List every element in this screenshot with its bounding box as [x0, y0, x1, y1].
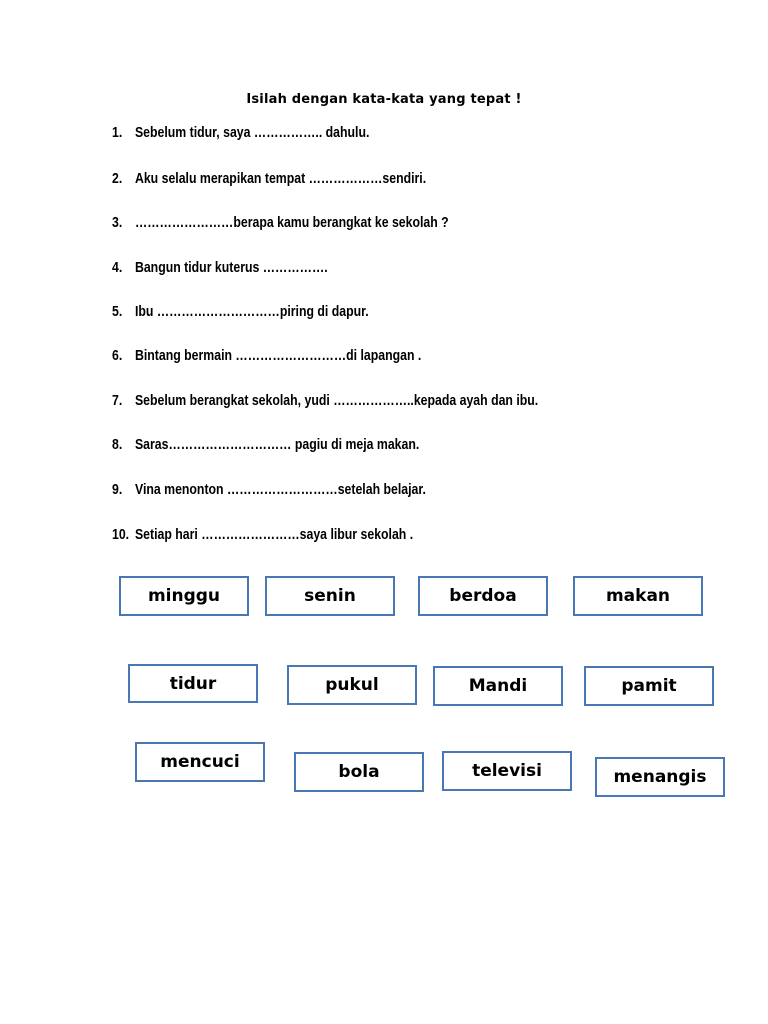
question-number: 10.	[112, 526, 130, 543]
question-2	[112, 170, 426, 190]
question-text: Aku selalu merapikan tempat ………………sendiri.	[134, 170, 427, 187]
question-7	[112, 392, 538, 412]
question-text: Bangun tidur kuterus …………….	[134, 259, 328, 276]
word-box-pukul: pukul	[287, 665, 417, 705]
question-text: Bintang bermain ………………………di lapangan .	[134, 347, 422, 364]
question-number: 8.	[112, 436, 123, 453]
question-1	[112, 124, 369, 144]
question-number: 5.	[112, 303, 123, 320]
question-text: Setiap hari ……………………saya libur sekolah .	[134, 526, 414, 543]
question-4	[112, 259, 328, 279]
question-5	[112, 303, 369, 323]
word-box-mencuci: mencuci	[135, 742, 265, 782]
question-text: ……………………berapa kamu berangkat ke sekolah ?	[134, 214, 449, 231]
question-text: Saras………………………… pagiu di meja makan.	[134, 436, 420, 453]
question-text: Ibu …………………………piring di dapur.	[134, 303, 369, 320]
question-number: 3.	[112, 214, 123, 231]
word-box-pamit: pamit	[584, 666, 714, 706]
question-number: 2.	[112, 170, 123, 187]
question-10	[112, 526, 413, 546]
word-box-makan: makan	[573, 576, 703, 616]
question-number: 6.	[112, 347, 123, 364]
question-text: Vina menonton ………………………setelah belajar.	[134, 481, 426, 498]
question-number: 9.	[112, 481, 123, 498]
word-box-tidur: tidur	[128, 664, 258, 703]
word-box-bola: bola	[294, 752, 424, 792]
question-number: 4.	[112, 259, 123, 276]
question-3	[112, 214, 449, 234]
question-8	[112, 436, 419, 456]
worksheet-title: Isilah dengan kata-kata yang tepat !	[246, 92, 522, 107]
word-box-minggu: minggu	[119, 576, 249, 616]
question-number: 1.	[112, 124, 123, 141]
question-text: Sebelum tidur, saya …………….. dahulu.	[134, 124, 370, 141]
word-box-senin: senin	[265, 576, 395, 616]
word-box-mandi: Mandi	[433, 666, 563, 706]
question-6	[112, 347, 421, 367]
question-text: Sebelum berangkat sekolah, yudi ………………..kepada ayah dan ibu.	[134, 392, 539, 409]
word-box-televisi: televisi	[442, 751, 572, 791]
question-9	[112, 481, 426, 501]
word-box-berdoa: berdoa	[418, 576, 548, 616]
word-box-menangis: menangis	[595, 757, 725, 797]
question-number: 7.	[112, 392, 123, 409]
